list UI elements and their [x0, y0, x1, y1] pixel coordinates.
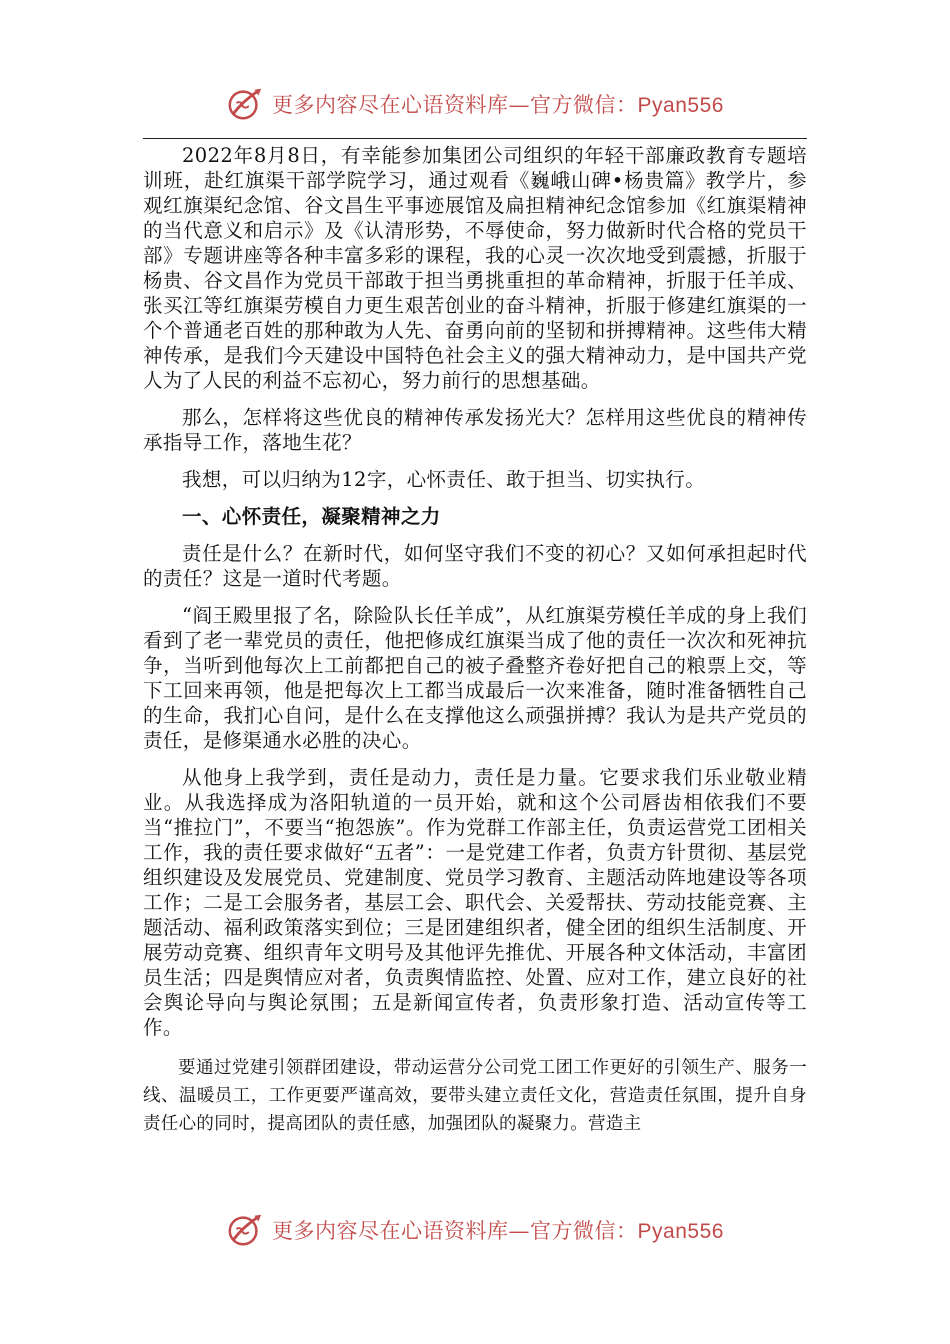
paragraph-party-building: 要通过党建引领群团建设，带动运营分公司党工团工作更好的引领生产、服务一线、温暖员工，工作更要严谨高效，要带头建立责任文化，营造责任氛围，提升自身责任心的同时，提高团队的责任感，加强团队的凝聚力。营造主 [143, 1058, 807, 1134]
footer-banner-main: 更多内容尽在心语资料库— [272, 1219, 531, 1243]
paragraph-summary: 我想，可以归纳为12字，心怀责任、敢于担当、切实执行。 [182, 468, 706, 491]
section-heading: 一、心怀责任，凝聚精神之力 [182, 505, 441, 528]
pen-logo-icon [226, 85, 264, 123]
header-banner-wechat: 官方微信：Pyan556 [530, 94, 724, 117]
paragraph-responsibility: 责任是什么？在新时代，如何坚守我们不变的初心？又如何承担起时代的责任？这是一道时代考题。 [143, 542, 807, 590]
paragraph-question: 那么，怎样将这些优良的精神传承发扬光大？怎样用这些优良的精神传承指导工作，落地生花？ [143, 406, 807, 454]
header-banner-text [272, 89, 724, 119]
document-body [143, 143, 807, 1138]
footer-banner-wechat: 官方微信：Pyan556 [530, 1220, 724, 1243]
header-rule [143, 138, 807, 139]
header-banner [0, 82, 950, 126]
header-banner-main: 更多内容尽在心语资料库— [272, 93, 531, 117]
paragraph-five-roles: 从他身上我学到，责任是动力，责任是力量。它要求我们乐业敬业精业。从我选择成为洛阳轨道的一员开始，就和这个公司唇齿相依我们不要当“推拉门”，不要当“抱怨族”。作为党群工作部主任，负责运营党工团相关工作，我的责任要求做好“五者”：一是党建工作者，负责方针贯彻、基层党组织建设及发展党员、党建制度、党员学习教育、主题活动阵地建设等各项工作；二是工会服务者，基层工会、职代会、关爱帮扶、劳动技能竞赛、主题活动、福利政策落实到位；三是团建组织者，健全团的组织生活制度、开展劳动竞赛、组织青年文明号及其他评先推优、开展各种文体活动，丰富团员生活；四是舆情应对者，负责舆情监控、处置、应对工作，建立良好的社会舆论导向与舆论氛围；五是新闻宣传者，负责形象打造、活动宣传等工作。 [143, 766, 807, 1039]
footer-banner [0, 1208, 950, 1252]
paragraph-intro: 2022年8月8日，有幸能参加集团公司组织的年轻干部廉政教育专题培训班，赴红旗渠干部学院学习，通过观看《巍峨山碑•杨贵篇》教学片，参观红旗渠纪念馆、谷文昌生平事迹展馆及扁担精神纪念馆参加《红旗渠精神的当代意义和启示》及《认清形势，不辱使命，努力做新时代合格的党员干部》专题讲座等各种丰富多彩的课程，我的心灵一次次地受到震撼，折服于杨贵、谷文昌作为党员干部敢于担当勇挑重担的革命精神，折服于任羊成、张买江等红旗渠劳模自力更生艰苦创业的奋斗精神，折服于修建红旗渠的一个个普通老百姓的那种敢为人先、奋勇向前的坚韧和拼搏精神。这些伟大精神传承，是我们今天建设中国特色社会主义的强大精神动力，是中国共产党人为了人民的利益不忘初心，努力前行的思想基础。 [143, 144, 807, 392]
pen-logo-icon [226, 1211, 264, 1249]
footer-banner-text [272, 1215, 724, 1245]
paragraph-ren-yangcheng: “阎王殿里报了名，除险队长任羊成”，从红旗渠劳模任羊成的身上我们看到了老一辈党员的责任，他把修成红旗渠当成了他的责任一次次和死神抗争，当听到他每次上工前都把自己的被子叠整齐卷好把自己的粮票上交，等下工回来再领，他是把每次上工都当成最后一次来准备，随时准备牺牲自己的生命，我扪心自问，是什么在支撑他这么顽强拼搏？我认为是共产党员的责任，是修渠通水必胜的决心。 [143, 604, 807, 752]
